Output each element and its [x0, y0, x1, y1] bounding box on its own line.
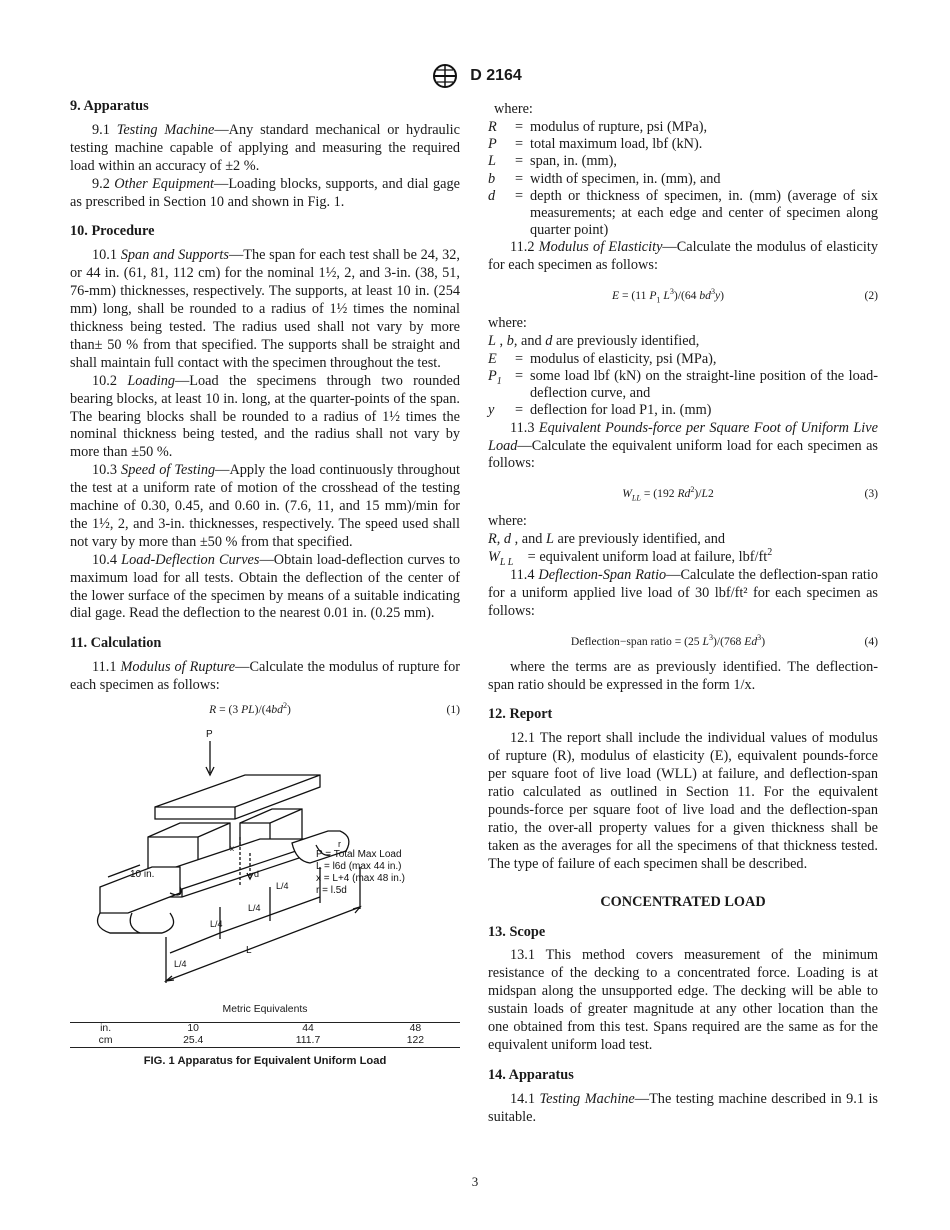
quarter-span-label: L/4 [276, 881, 289, 891]
equation-2-formula: E = (11 $P_1$ $L^3)/(64$ $bd^3y$) [611, 287, 725, 305]
section-10-title: 10. Procedure [70, 223, 155, 240]
list-item: R = modulus of rupture, psi (MPa), [488, 118, 708, 135]
page-header [0, 62, 950, 90]
variables-list-1 [488, 119, 878, 239]
table-cell: 10 [141, 1022, 245, 1035]
ten-inch-label: 10 in. [130, 869, 155, 880]
section-11-title: 11. Calculation [70, 635, 162, 652]
quarter-span-label: L/4 [210, 919, 223, 929]
legend-line-4: r = l.5d [316, 885, 347, 896]
concentrated-load-heading: CONCENTRATED LOAD [600, 893, 766, 910]
paragraph-11-3: 11.3 Equivalent Pounds-force per Square Foot of Uniform Live Load—Calculate the equivalent uniform load for each specimen as follows: [488, 419, 878, 472]
legend-line-1: P = Total Max Load [316, 849, 402, 860]
equation-2-number: (2) [864, 289, 878, 303]
section-9-title: 9. Apparatus [70, 98, 149, 114]
table-cell: 25.4 [141, 1035, 245, 1048]
list-item: P = total maximum load, lbf (kN). [488, 136, 703, 153]
paragraph-13-1: 13.1 This method covers measurement of the minimum resistance of the decking to a concentrated force. Loading is at midspan along the unsupported edge. The decking will be able to sustain loads of greater magnitude at any other location than the one obtained from this test. Spans required are the same as for the equivalent uniform load test. [488, 947, 878, 1053]
equation-2 [488, 287, 878, 305]
previously-identified-line: R, d , and L are previously identified, and [488, 531, 726, 548]
equation-1 [70, 701, 460, 719]
left-column [70, 98, 460, 1071]
d-label: d [254, 869, 260, 879]
quarter-span-label: L/4 [248, 903, 261, 913]
where-label: where: [488, 513, 527, 530]
paragraph-10-4: 10.4 Load-Deflection Curves—Obtain load-deflection curves to maximum load for all tests. Obtain the deflection of the center of the lower surface of the specimen by means of a suitable indicating dial gage. Read the deflection to the nearest 0.01 in. (0.25 mm). [70, 551, 460, 622]
table-row [70, 1022, 460, 1035]
paragraph-11-4-after: where the terms are as previously identified. The deflection-span ratio should be expressed in the form 1/x. [488, 658, 878, 693]
variables-list-2 [488, 351, 878, 420]
equation-4 [488, 633, 878, 651]
list-item: d = depth or thickness of specimen, in. (mm) (average of six measurements; at each edge and center of specimen along quarter point) [488, 187, 878, 239]
equation-1-number: (1) [446, 703, 460, 717]
paragraph-11-2: 11.2 Modulus of Elasticity—Calculate the modulus of elasticity for each specimen as follows: [488, 239, 878, 274]
equation-3-number: (3) [864, 487, 878, 501]
paragraph-10-1: 10.1 Span and Supports—The span for each test shall be 24, 32, or 44 in. (61, 81, 112 cm) for the nominal 1½, 2, and 3-in. (38, 51, 76-mm) thicknesses, respectively. The supports, at least 10 in. (254 mm) long, shall be rounded to a radius of 1½ times the nominal thickness being tested. The radius used shall not vary by more than± 50 % from that specified. The supports shall be straight and shall maintain full contact with the specimen throughout the test. [70, 247, 461, 371]
paragraph-11-1: 11.1 Modulus of Rupture—Calculate the modulus of rupture for each specimen as follows: [70, 659, 460, 694]
table-cell: 48 [371, 1022, 460, 1035]
previously-identified-line: L , b, and d are previously identified, [488, 332, 700, 349]
equation-3 [488, 485, 878, 503]
section-13-title: 13. Scope [488, 923, 546, 940]
list-item: $P_1$ = some load lbf (kN) on the straight-line position of the load-deflection curve, and [488, 368, 878, 402]
list-item: E = modulus of elasticity, psi (MPa), [488, 350, 717, 367]
equation-1-formula: R = (3 $PL)/(4bd^2)$ [209, 701, 291, 717]
wll-definition: $W_{L L}$ = equivalent uniform load at failure, lbf/$ft^2$ [488, 547, 773, 568]
figure-caption: FIG. 1 Apparatus for Equivalent Uniform Load [143, 1054, 387, 1067]
table-row [70, 1035, 460, 1048]
equation-4-formula: Deflection−span ratio = (25 $L^3)/(768$ Ed$^3$) [570, 632, 766, 648]
paragraph-9-1: 9.1 Testing Machine—Any standard mechanical or hydraulic testing machine capable of applying and measuring the required load within an accuracy of ±2 %. [70, 121, 460, 174]
span-l-label: L [246, 945, 252, 956]
list-item: b = width of specimen, in. (mm), and [488, 170, 721, 187]
paragraph-14-1: 14.1 Testing Machine—The testing machine described in 9.1 is suitable. [488, 1090, 878, 1125]
list-item: y = deflection for load P1, in. (mm) [488, 402, 712, 419]
figure-1 [70, 727, 460, 1071]
where-label: where: [488, 315, 527, 332]
table-cell: 111.7 [245, 1035, 371, 1048]
legend-line-2: L = l6d (max 44 in.) [316, 861, 402, 872]
document-designation: D 2164 [470, 67, 522, 84]
paragraph-11-4: 11.4 Deflection-Span Ratio—Calculate the deflection-span ratio for a uniform applied live load of 30 lbf/ft² for each specimen as follows: [488, 567, 879, 619]
table-cell: cm [70, 1035, 141, 1048]
x-label: x [230, 844, 234, 853]
list-item: L = span, in. (mm), [488, 153, 617, 170]
paragraph-10-2: 10.2 Loading—Load the specimens through two rounded bearing blocks, at least 10 in. long, at the quarter-points of the span. The bearing blocks shall be rounded to a radius of 1½ times the nominal thickness being tested, and the radius shall not vary by more than ±50 %. [70, 372, 460, 461]
page-number: 3 [471, 1174, 479, 1189]
table-cell: 44 [245, 1022, 371, 1035]
right-column [488, 101, 878, 1127]
equation-3-formula: $W_{LL} = (192$ Rd$^2$)/L2 [622, 485, 714, 503]
paragraph-10-3: 10.3 Speed of Testing—Apply the load continuously throughout the test at a uniform rate of motion of the crosshead of the testing machine of 0.30, 0.45, and 0.60 in. (7.6, 11, and 15 mm)/min for the 1½, 2, and 3-in. thicknesses, respectively. The speed used shall not vary by more than ±50 % from that specified. [70, 462, 460, 550]
paragraph-12-1: 12.1 The report shall include the individual values of modulus of rupture (R), modulus of elasticity (E), equivalent pounds-force per square foot of live load (WLL) at failure, and deflection-span ratio calculated as outlined in Section 11. For the equivalent pounds-force per square foot of live load and the deflection-span ratio, the over-all property values for a given thickness shall be taken as the averages for all the specimens of that thickness tested. The type of failure of each specimen shall be described. [488, 730, 878, 872]
load-p-label: P [206, 729, 213, 740]
legend-line-3: x = L+4 (max 48 in.) [316, 873, 405, 884]
apparatus-diagram [70, 727, 460, 997]
equation-4-number: (4) [864, 634, 878, 648]
where-label: where: [494, 101, 533, 117]
metric-equivalents-table [70, 1022, 460, 1048]
astm-logo-icon [428, 62, 462, 90]
quarter-span-label: L/4 [174, 959, 187, 969]
paragraph-9-2: 9.2 Other Equipment—Loading blocks, supports, and dial gage as prescribed in Section 10 and shown in Fig. 1. [70, 175, 461, 210]
r-label: r [338, 839, 341, 849]
table-cell: in. [70, 1022, 141, 1035]
table-cell: 122 [371, 1035, 460, 1048]
section-14-title: 14. Apparatus [488, 1066, 574, 1083]
section-12-title: 12. Report [488, 706, 553, 723]
metric-equivalents-title: Metric Equivalents [222, 1004, 308, 1015]
